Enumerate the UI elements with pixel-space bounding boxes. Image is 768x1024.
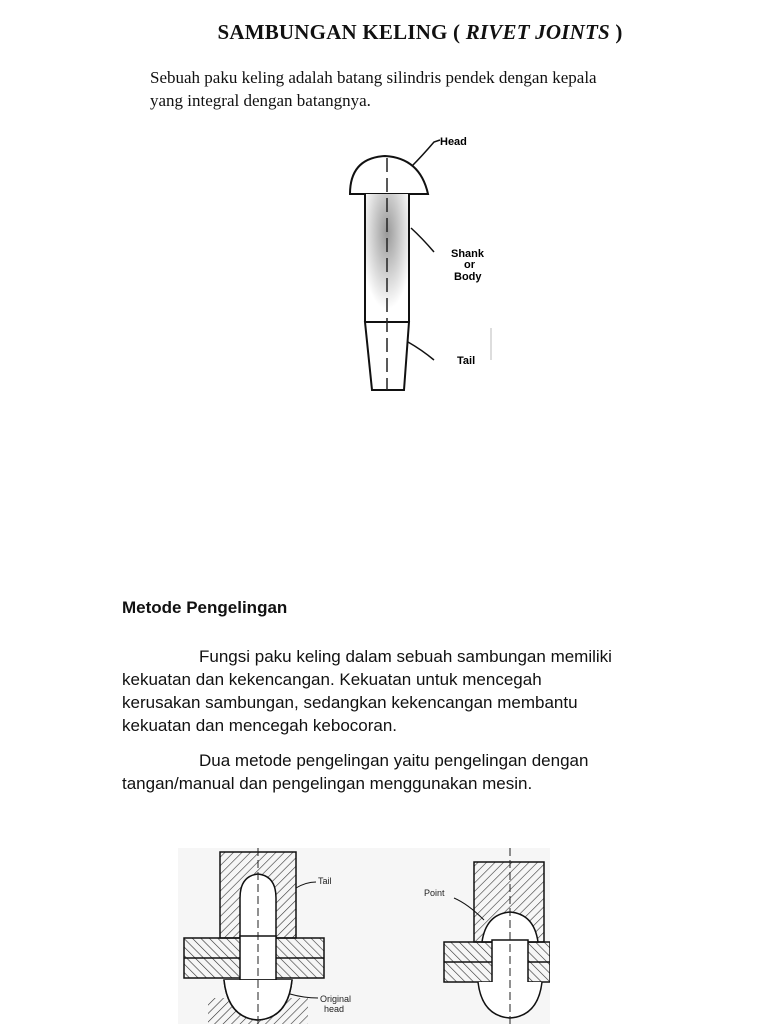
title-italic: RIVET JOINTS bbox=[465, 20, 610, 44]
label-original: Original bbox=[320, 994, 352, 1004]
label-body: Body bbox=[454, 271, 482, 283]
intro-paragraph bbox=[150, 66, 690, 112]
head-leader bbox=[412, 140, 440, 166]
page-title bbox=[0, 20, 768, 45]
paragraph-1-line-3: kerusakan sambungan, sedangkan kekencangan membantu bbox=[122, 693, 578, 712]
paragraph-2-line-2: tangan/manual dan pengelingan menggunakan mesin. bbox=[122, 774, 533, 793]
tail-leader bbox=[408, 342, 434, 360]
left-rivet-tail bbox=[240, 874, 276, 938]
paragraph-1-line-4: kekuatan dan mencegah kebocoran. bbox=[122, 716, 398, 735]
intro-line-2: yang integral dengan batangnya. bbox=[150, 91, 371, 110]
rivet-diagram bbox=[330, 128, 510, 398]
paragraph-2-line-1: Dua metode pengelingan yaitu pengelingan dengan bbox=[199, 751, 589, 770]
label-head: Head bbox=[440, 136, 467, 148]
paragraph-1 bbox=[122, 645, 682, 737]
shank-leader bbox=[411, 228, 434, 252]
label-or: or bbox=[464, 259, 475, 271]
label-original-head: head bbox=[324, 1004, 345, 1014]
title-close: ) bbox=[615, 20, 623, 44]
intro-line-1: Sebuah paku keling adalah batang silindris pendek dengan kepala bbox=[150, 68, 597, 87]
title-main: SAMBUNGAN KELING ( bbox=[217, 20, 461, 44]
paragraph-1-line-1: Fungsi paku keling dalam sebuah sambungan memiliki bbox=[199, 647, 612, 666]
paragraph-2 bbox=[122, 749, 682, 795]
section-heading: Metode Pengelingan bbox=[122, 598, 288, 617]
riveting-diagram bbox=[178, 848, 550, 1024]
label-point: Point bbox=[424, 888, 445, 898]
paragraph-1-line-2: kekuatan dan kekencangan. Kekuatan untuk mencegah bbox=[122, 670, 542, 689]
label-tail: Tail bbox=[457, 355, 476, 367]
label-shank: Shank bbox=[451, 248, 485, 260]
label-tail-2: Tail bbox=[318, 876, 332, 886]
